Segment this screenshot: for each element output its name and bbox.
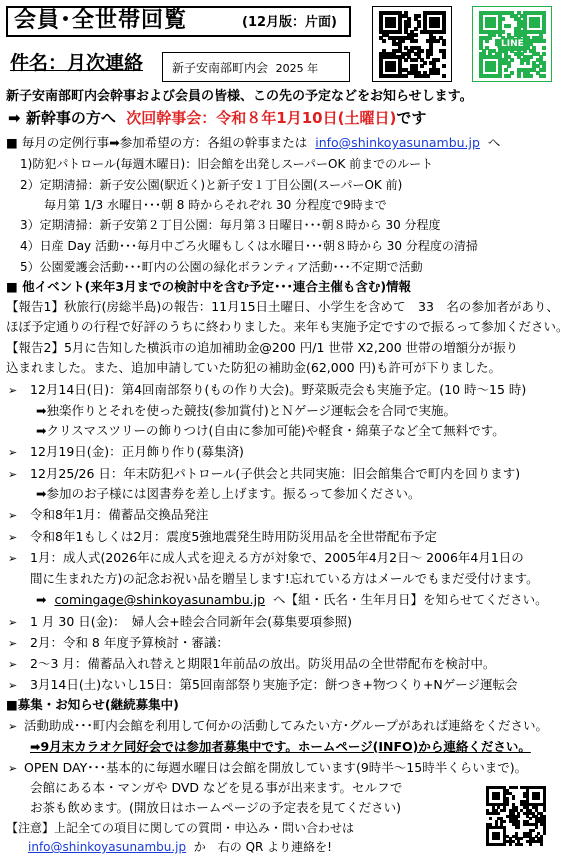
triangle-bullet-icon: ➢ <box>8 509 18 522</box>
qr-module <box>442 74 446 78</box>
qr-module <box>507 24 511 28</box>
qr-module <box>542 74 546 78</box>
qr-module <box>485 39 489 43</box>
qr-module <box>498 74 502 78</box>
qr-module <box>535 826 538 829</box>
qr-module <box>507 74 511 78</box>
event-item: 2月：令和 8 年度予算検討・審議： <box>30 635 229 650</box>
qr-module <box>398 30 402 34</box>
footer-note: 【注意】上記全ての項目に関しての質問・申込み・問い合わせは <box>6 821 355 835</box>
qr-module <box>529 74 533 78</box>
qr-module <box>503 820 506 823</box>
event-item: 1月：成人式(2026年に成人式を迎える方が対象で、2005年4月2日～ 2006年4月1日の <box>30 550 524 565</box>
regular-item: 2）定期清掃：新子安公園(駅近く)と新子安１丁目公園(スーパーOK 前) <box>20 178 403 192</box>
qr-module <box>543 832 546 835</box>
qr-module <box>504 68 508 72</box>
event-item: 12月25/26 日：年末防犯パトロール(子供会と共同実施：旧会館集合で町内を回ります) <box>30 466 521 481</box>
page-title: 会員･全世帯回覧 <box>14 8 188 33</box>
event-item: 3月14日(土)ないし15日：第5回南部祭り実施予定：餅つき+物つくり+Nゲージ運転会 <box>30 677 518 692</box>
report1-line: ほぼ予定通りの行程で好評のうちに終わりました。来年も実施予定ですので振るって参加ください。 <box>6 319 569 334</box>
event-sub: 間に生まれた方)の記念お祝い品を贈呈します!忘れている方はメールでもまだ受付けます。 <box>30 571 539 586</box>
qr-module <box>426 55 430 59</box>
triangle-bullet-icon: ➢ <box>8 658 18 671</box>
triangle-bullet-icon: ➢ <box>8 637 18 650</box>
intro-text: 新子安南部町内会幹事および会員の皆様、この先の予定などをお知らせします。 <box>6 89 473 104</box>
qr-module <box>442 30 446 34</box>
qr-module <box>543 809 546 812</box>
qr-module <box>404 74 408 78</box>
qr-module <box>515 786 518 789</box>
regular-item: 5）公園愛護会活動･･･町内の公園の緑化ボランティア活動･･･不定期で活動 <box>20 260 423 274</box>
qr-module <box>506 803 509 806</box>
qr-module <box>382 39 386 43</box>
square-bullet-icon: ■ <box>6 135 18 150</box>
qr-module <box>537 797 540 800</box>
qr-module <box>442 64 446 68</box>
qr-module <box>414 39 418 43</box>
qr-module <box>436 71 440 75</box>
recruit-item: お茶も飲めます。(開放日はホームページの予定表を見てください) <box>30 800 402 815</box>
contact-qr-code[interactable] <box>482 782 550 850</box>
regular-item: 毎月第 1/3 水曜日･･･朝 8 時からそれぞれ 30 分程度で9時まで <box>44 198 387 212</box>
report1-line: 【報告1】秋旅行(房総半島)の報告：11月15日土曜日、小学生を含めて 33 名の参加者があり、 <box>6 299 559 314</box>
triangle-bullet-icon: ➢ <box>8 384 18 397</box>
qr-module <box>520 837 523 840</box>
other-events-header: ■ 他イベント(来年3月までの検討中を含む予定･･･連合主催も含む)情報 <box>6 279 412 294</box>
qr-module <box>512 797 515 800</box>
qr-module <box>532 829 535 832</box>
event-item: 令和8年1もしくは2月：震度5強地震発生時用防災用品を全世帯配布予定 <box>30 529 437 544</box>
info-email-link[interactable]: info@shinkoyasunambu.jp <box>315 135 480 150</box>
recruit-sub: ➡9月末カラオケ同好会では参加者募集中です。ホームページ(INFO)から連絡ください。 <box>30 739 531 754</box>
triangle-bullet-icon: ➢ <box>8 468 18 481</box>
subject-label: 件名：月次連絡 <box>10 52 144 74</box>
qr-module <box>520 61 524 65</box>
qr-module <box>542 68 546 72</box>
qr-module <box>426 74 430 78</box>
recruit-header: ■募集・お知らせ(継続募集中) <box>6 697 179 712</box>
footer-contact: info@shinkoyasunambu.jp か 右の QR より連絡を! <box>28 840 332 854</box>
event-item: 2～3 月：備蓄品入れ替えと期限1年前品の放出。防災用品の全世帯配布を検討中。 <box>30 656 496 671</box>
qr-module <box>404 58 408 62</box>
regular-item: 4）日産 Day 活動･･･毎月中ごろ火曜もしくは水曜日･･･朝８時から 30 分程度の清掃 <box>20 239 478 253</box>
qr-module <box>517 815 520 818</box>
event-sub: ➡独楽作りとそれを使った競技(参加賞付)とＮゲージ運転会を合同で実施。 <box>36 403 456 418</box>
event-item: 1 月 30 日(金)： 婦人会+睦会合同新年会(募集要項参照) <box>30 614 353 629</box>
event-sub: ➡クリスマスツリーの飾りつけ(自由に参加可能)や軽食・綿菓子など全て無料です。 <box>36 423 505 438</box>
report2-line: 【報告2】5月に告知した横浜市の追加補助金@200 円/1 世帯 X2,200 世帯の増額分が振り <box>6 340 519 355</box>
event-item: 12月19日(金)：正月飾り作り(募集済) <box>30 444 244 459</box>
qr-module <box>529 817 532 820</box>
triangle-bullet-icon: ➢ <box>8 531 18 544</box>
qr-module <box>492 24 496 28</box>
triangle-bullet-icon: ➢ <box>8 720 18 733</box>
regular-item: 1)防犯パトロール(毎週木曜日)：旧会館を出発しスーパーOK 前までのルート <box>20 157 434 171</box>
event-sub: ➡参加のお子様には図書券を差し上げます。振るって参加ください。 <box>36 486 421 501</box>
website-qr-code[interactable] <box>372 6 452 82</box>
event-item: 12月14日(日)：第4回南部祭り(もの作り大会)。野菜販売会も実施予定。(10 時～15 時) <box>30 382 527 397</box>
qr-module <box>420 64 424 68</box>
recruit-item: 活動助成･･･町内会館を利用して何かの活動してみたい方･グループがあれば連絡をください。 <box>24 718 549 733</box>
report2-line: 込まれました。また、追加申請していた防犯の補助金(62,000 円)も許可が下りました。 <box>6 360 501 375</box>
new-officer-line: ➡ 新幹事の方へ 次回幹事会：令和８年1月10日(土曜日)です <box>8 109 427 127</box>
qr-module <box>497 837 500 840</box>
triangle-bullet-icon: ➢ <box>8 762 18 775</box>
coming-age-line: ➡ comingage@shinkoyasunambu.jp へ【組・氏名・生年月日】を知らせてください。 <box>36 592 548 607</box>
qr-module <box>442 42 446 46</box>
qr-module <box>489 817 492 820</box>
qr-module <box>529 843 532 846</box>
qr-module <box>436 24 440 28</box>
qr-module <box>509 843 512 846</box>
recruit-item: 会館にある本・マンガや DVD などを見る事が出来ます。セルフで <box>30 780 403 795</box>
regular-events-header: ■ 毎月の定例行事➡参加希望の方：各組の幹事または info@shinkoyasunambu.jp へ <box>6 135 501 150</box>
qr-module <box>542 46 546 50</box>
triangle-bullet-icon: ➢ <box>8 446 18 459</box>
qr-module <box>542 39 546 43</box>
qr-module <box>497 797 500 800</box>
qr-module <box>392 24 396 28</box>
arrow-right-icon: ➡ <box>8 109 21 127</box>
qr-module <box>520 843 523 846</box>
qr-module <box>492 68 496 72</box>
qr-module <box>436 39 440 43</box>
event-item: 令和8年1月：備蓄品交換品発注 <box>30 507 209 522</box>
regular-item: 3）定期清掃：新子安第２丁目公園：毎月第３日曜日･･･朝８時から 30 分程度 <box>20 218 441 232</box>
qr-module <box>517 74 521 78</box>
qr-module <box>392 68 396 72</box>
line-logo-icon: LINE <box>497 38 528 51</box>
qr-module <box>526 61 530 65</box>
qr-module <box>442 55 446 59</box>
triangle-bullet-icon: ➢ <box>8 679 18 692</box>
triangle-bullet-icon: ➢ <box>8 552 18 565</box>
recruit-item: OPEN DAY･･･基本的に毎週水曜日は会館を開放しています(9時半～15時半くらいまで)。 <box>24 760 528 775</box>
org-name: 新子安南部町内会 2025 年 <box>172 61 319 75</box>
qr-module <box>497 812 500 815</box>
qr-module <box>517 826 520 829</box>
qr-module <box>503 809 506 812</box>
info-email-link[interactable]: info@shinkoyasunambu.jp <box>28 840 187 854</box>
comingage-email-link[interactable]: comingage@shinkoyasunambu.jp <box>54 592 266 607</box>
arrow-right-icon: ➡ <box>36 592 47 607</box>
edition-label: (12月版：片面) <box>242 15 337 30</box>
qr-module <box>540 843 543 846</box>
qr-module <box>414 58 418 62</box>
triangle-bullet-icon: ➢ <box>8 616 18 629</box>
qr-module <box>503 843 506 846</box>
qr-module <box>536 24 540 28</box>
